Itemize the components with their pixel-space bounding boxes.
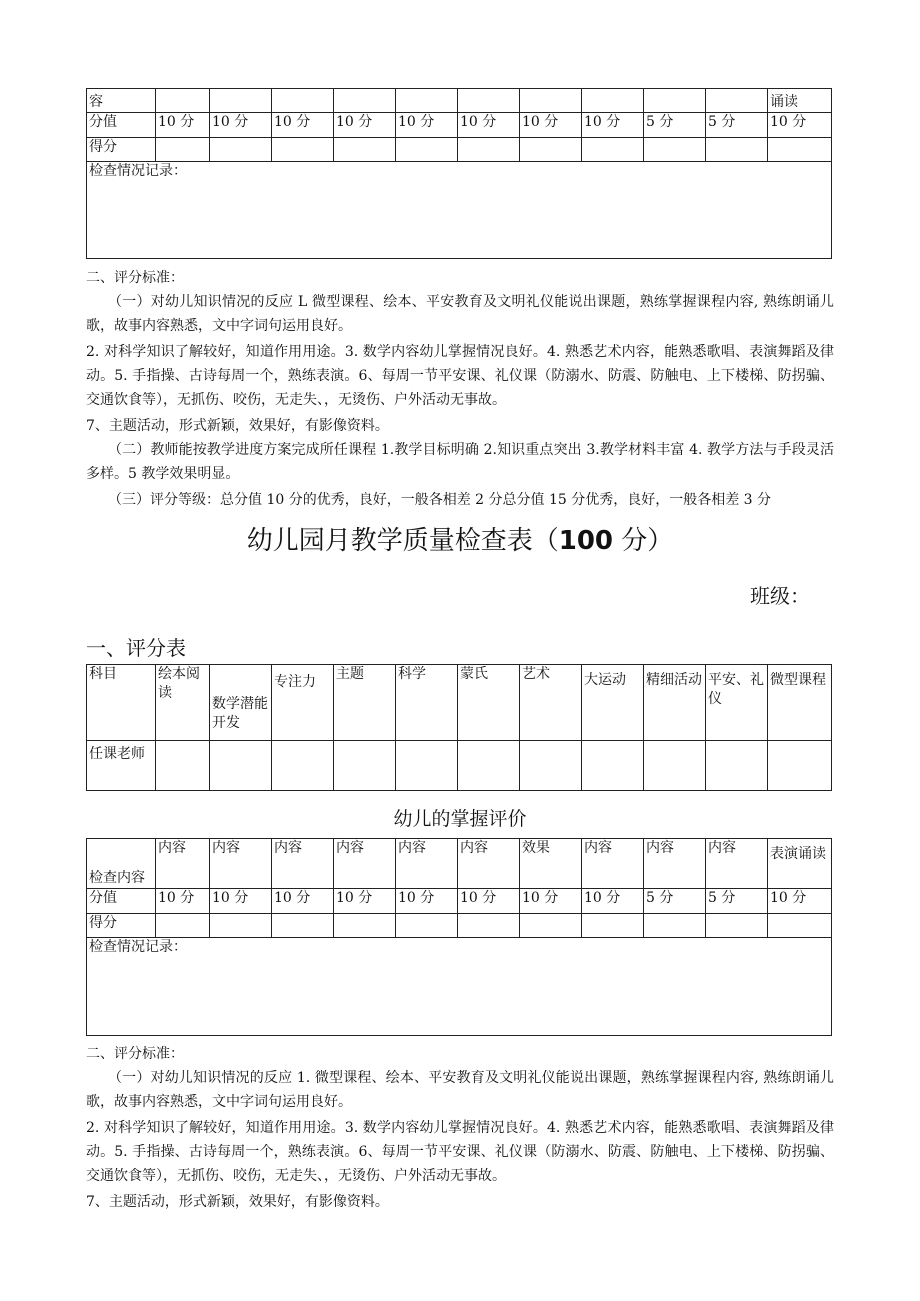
table-cell: 10 分 <box>156 889 210 914</box>
table-cell: 10 分 <box>520 113 582 138</box>
table-cell: 10 分 <box>582 889 644 914</box>
table-cell: 内容 <box>272 839 334 889</box>
table-cell: 科学 <box>396 665 458 741</box>
table-cell <box>334 914 396 938</box>
table-cell: 内容 <box>396 839 458 889</box>
criteria-paragraph: 7、主题活动，形式新颖，效果好，有影像资料。 <box>86 418 389 434</box>
table-cell: 10 分 <box>768 113 832 138</box>
table-cell <box>458 138 520 162</box>
criteria-paragraph: 2. 对科学知识了解较好，知道作用用途。3. 数学内容幼儿掌握情况良好。4. 熟悉艺术内容，能熟悉歌唱、表演舞蹈及律动。5. 手指操、古诗每周一个，熟练表演。6、每周一节平安课、礼仪课（防溺水、防震、防触电、上下楼梯、防拐骗、交通饮食等），无抓伤、咬伤，无走失、，无烫伤、户外活动无事故。 <box>86 344 834 408</box>
record-row <box>87 162 832 259</box>
table-cell <box>156 914 210 938</box>
table-cell <box>768 914 832 938</box>
score-row <box>87 889 832 914</box>
table-cell: 内容 <box>458 839 520 889</box>
table-cell <box>706 914 768 938</box>
score-row <box>87 113 832 138</box>
criteria-paragraph: （一）对幼儿知识情况的反应 L 微型课程、绘本、平安教育及文明礼仪能说出课题，熟练掌握课程内容, 熟练朗诵儿歌，故事内容熟悉，文中字词句运用良好。 <box>86 294 834 334</box>
subject-row <box>87 665 832 741</box>
table-cell: 10 分 <box>334 113 396 138</box>
teacher-row <box>87 741 832 791</box>
table-cell: 内容 <box>156 839 210 889</box>
table-cell: 得分 <box>87 914 156 938</box>
section-heading: 一、评分表 <box>86 636 186 660</box>
table-cell <box>210 741 272 791</box>
table-cell <box>458 914 520 938</box>
inspection-record: 检查情况记录： <box>87 938 832 1036</box>
table-cell: 蒙氏 <box>458 665 520 741</box>
table-cell: 10 分 <box>156 113 210 138</box>
table-cell <box>156 138 210 162</box>
record-row <box>87 938 832 1036</box>
table-cell: 10 分 <box>520 889 582 914</box>
table-cell: 艺术 <box>520 665 582 741</box>
table-cell <box>768 741 832 791</box>
table-cell <box>210 89 272 113</box>
title-number: 100 <box>558 526 614 556</box>
table-cell: 内容 <box>334 839 396 889</box>
criteria-heading: 二、评分标准： <box>86 270 184 286</box>
subject-table <box>86 664 832 791</box>
table-cell <box>644 89 706 113</box>
table-cell: 微型课程 <box>768 665 832 741</box>
table-cell <box>210 914 272 938</box>
table-cell <box>272 741 334 791</box>
criteria-paragraph: （一）对幼儿知识情况的反应 1. 微型课程、绘本、平安教育及文明礼仪能说出课题，熟练掌握课程内容, 熟练朗诵儿歌，故事内容熟悉，文中字词句运用良好。 <box>86 1070 834 1110</box>
criteria-paragraph: 2. 对科学知识了解较好，知道作用用途。3. 数学内容幼儿掌握情况良好。4. 熟悉艺术内容，能熟悉歌唱、表演舞蹈及律动。5. 手指操、古诗每周一个，熟练表演。6、每周一节平安课、礼仪课（防溺水、防震、防触电、上下楼梯、防拐骗、交通饮食等），无抓伤、咬伤，无走失、，无烫伤、户外活动无事故。 <box>86 1120 834 1184</box>
table-cell <box>644 741 706 791</box>
criteria-heading: 二、评分标准： <box>86 1046 184 1062</box>
table-cell: 内容 <box>706 839 768 889</box>
class-label: 班级： <box>750 584 810 608</box>
table-cell: 分值 <box>87 889 156 914</box>
table-cell <box>396 914 458 938</box>
table-cell: 10 分 <box>396 889 458 914</box>
table-cell: 平安、礼仪 <box>706 665 768 741</box>
table-cell <box>644 914 706 938</box>
table-cell: 10 分 <box>582 113 644 138</box>
table-cell <box>334 138 396 162</box>
table-cell <box>334 741 396 791</box>
table-cell: 10 分 <box>396 113 458 138</box>
table-cell: 10 分 <box>458 113 520 138</box>
table-cell <box>334 89 396 113</box>
table-cell: 检查内容 <box>87 839 156 889</box>
table-cell <box>458 89 520 113</box>
table-cell: 5 分 <box>706 889 768 914</box>
table-cell <box>396 741 458 791</box>
table-cell <box>458 741 520 791</box>
table-cell <box>582 89 644 113</box>
table-cell <box>706 89 768 113</box>
table-cell <box>210 138 272 162</box>
table-cell: 10 分 <box>458 889 520 914</box>
table-cell <box>272 138 334 162</box>
table-cell: 5 分 <box>706 113 768 138</box>
table-cell <box>396 138 458 162</box>
table-cell: 10 分 <box>210 889 272 914</box>
table-cell <box>520 138 582 162</box>
table-cell <box>520 89 582 113</box>
table-cell: 效果 <box>520 839 582 889</box>
table-cell: 绘本阅读 <box>156 665 210 741</box>
criteria-paragraph: （二）教师能按教学进度方案完成所任课程 1.教学目标明确 2.知识重点突出 3.教学材料丰富 4. 教学方法与手段灵活多样。5 教学效果明显。 <box>86 442 834 482</box>
table-cell: 数学潜能开发 <box>210 665 272 741</box>
table-cell: 表演诵读 <box>768 839 832 889</box>
table-cell: 10 分 <box>272 113 334 138</box>
top-score-table <box>86 88 832 259</box>
table-cell <box>272 89 334 113</box>
table-cell: 内容 <box>210 839 272 889</box>
table-cell <box>272 914 334 938</box>
sub-title: 幼儿的掌握评价 <box>393 808 527 830</box>
table-cell: 得分 <box>87 138 156 162</box>
criteria-paragraph: （三）评分等级：总分值 10 分的优秀，良好，一般各相差 2 分总分值 15 分优秀，良好，一般各相差 3 分 <box>108 492 772 508</box>
table-cell: 10 分 <box>272 889 334 914</box>
content-row <box>87 89 832 113</box>
table-cell: 5 分 <box>644 113 706 138</box>
table-cell: 内容 <box>644 839 706 889</box>
criteria-paragraph: 7、主题活动，形式新颖，效果好，有影像资料。 <box>86 1194 389 1210</box>
table-cell: 10 分 <box>334 889 396 914</box>
table-cell <box>520 914 582 938</box>
table-cell: 精细活动 <box>644 665 706 741</box>
table-cell <box>644 138 706 162</box>
table-cell: 主题 <box>334 665 396 741</box>
table-cell <box>582 741 644 791</box>
table-cell <box>706 741 768 791</box>
page-title <box>86 520 834 557</box>
title-text: 幼儿园月教学质量检查表（ <box>246 526 559 556</box>
table-cell <box>706 138 768 162</box>
table-cell: 5 分 <box>644 889 706 914</box>
table-cell <box>396 89 458 113</box>
table-cell: 10 分 <box>768 889 832 914</box>
table-cell <box>768 138 832 162</box>
title-tail: 分） <box>613 526 674 556</box>
table-cell <box>156 741 210 791</box>
table-cell: 专注力 <box>272 665 334 741</box>
content-row <box>87 839 832 889</box>
table-cell <box>582 914 644 938</box>
got-row <box>87 914 832 938</box>
table-cell: 分值 <box>87 113 156 138</box>
inspection-record: 检查情况记录： <box>87 162 832 259</box>
table-cell: 内容 <box>582 839 644 889</box>
table-cell <box>520 741 582 791</box>
evaluation-table <box>86 838 832 1036</box>
table-cell: 10 分 <box>210 113 272 138</box>
table-cell: 诵读 <box>768 89 832 113</box>
table-cell: 大运动 <box>582 665 644 741</box>
table-cell <box>582 138 644 162</box>
table-cell: 容 <box>87 89 156 113</box>
table-cell: 科目 <box>87 665 156 741</box>
table-cell <box>156 89 210 113</box>
got-row <box>87 138 832 162</box>
table-cell: 任课老师 <box>87 741 156 791</box>
